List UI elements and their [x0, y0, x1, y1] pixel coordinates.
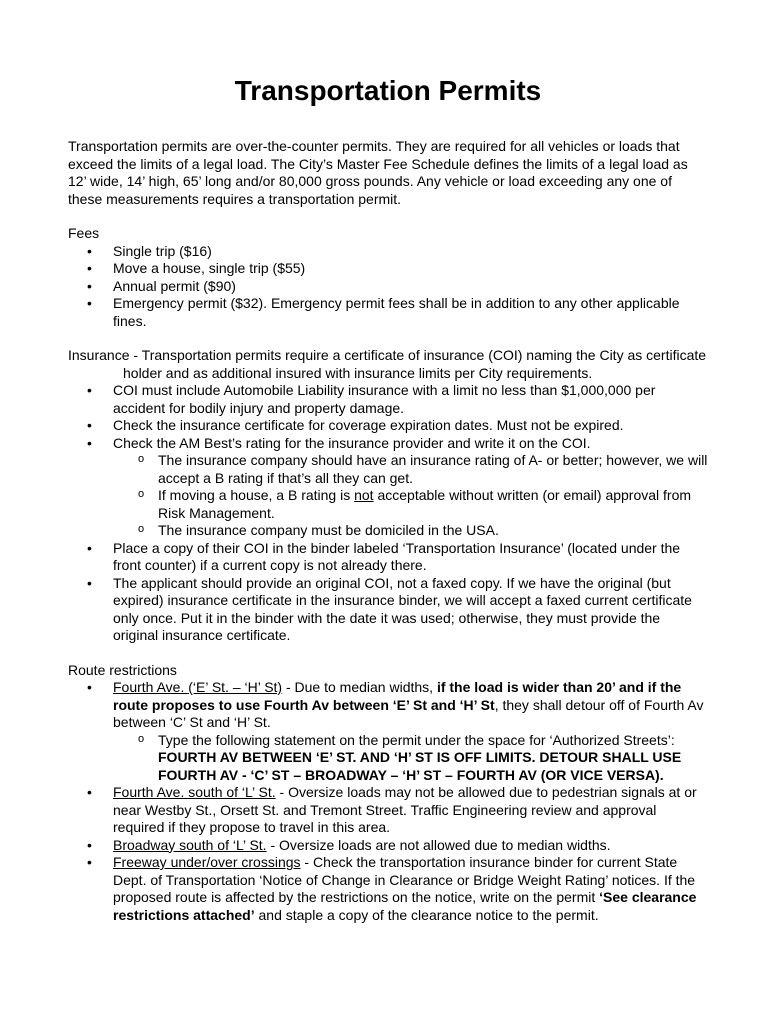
fee-item: • Annual permit ($90): [68, 278, 708, 296]
page-title: Transportation Permits: [234, 75, 542, 106]
detour-statement: FOURTH AV BETWEEN ‘E’ ST. AND ‘H’ ST IS OFF LIMITS. DETOUR SHALL USE FOURTH AV - ‘C’ ST – BROADWAY – ‘H’ ST – FOURTH AV (OR VICE VERSA).: [158, 749, 682, 783]
route-text: - Oversize loads may not be allowed due to pedestrian signals at or near Westby St., Orsett St. and Tremont Street. Traffic Engineering review and approval required if they propose to travel in this area.: [113, 784, 697, 835]
route-subitem-text: Type the following statement on the permit under the space for ‘Authorized Streets’:: [158, 731, 675, 748]
route-subitem: [113, 732, 708, 785]
route-name: Fourth Ave. (‘E’ St. – ‘H’ St): [113, 679, 283, 695]
route-text: - Check the transportation insurance binder for current State Dept. of Transportation ‘Notice of Change in Clearance or Bridge Weight Rating’ notices. If the proposed route is affected by the restrictions on the notice, write on the permit: [113, 854, 696, 905]
rating-subitem-text: If moving a house, a B rating is: [158, 487, 355, 503]
fees-heading: Fees: [68, 225, 100, 241]
route-bold-text: ‘See clearance restrictions attached’: [113, 889, 697, 923]
insurance-item: • COI must include Automobile Liability insurance with a limit no less than $1,000,000 per accident for bodily injury and property damage.: [68, 382, 708, 417]
insurance-list: [68, 382, 708, 645]
route-name: Broadway south of ‘L’ St.: [113, 836, 267, 853]
route-name: Fourth Ave. south of ‘L’ St.: [113, 784, 276, 800]
route-item-broadway: [68, 837, 708, 855]
fee-item: • Emergency permit ($32). Emergency permit fees shall be in addition to any other applicable fines.: [68, 295, 708, 330]
rating-subitem-text: acceptable without written (or email) approval from Risk Management.: [158, 487, 692, 521]
rating-subitem: o The insurance company should have an insurance rating of A- or better; however, we will accept a B rating if that’s all they can get.: [113, 452, 708, 487]
rating-subitem: [113, 487, 708, 522]
insurance-heading: Insurance - Transportation permits require a certificate of insurance (COI) naming the City as certificate holder and as additional insured with insurance limits per City requirements.: [68, 347, 707, 381]
not-underlined: not: [354, 487, 374, 503]
route-heading: Route restrictions: [68, 661, 177, 678]
route-item-freeway: [68, 854, 708, 924]
route-name: Freeway under/over crossings: [113, 854, 301, 870]
rating-subitem: o The insurance company must be domiciled in the USA.: [113, 522, 708, 540]
fees-list: [68, 243, 708, 331]
route-item-l-st: [68, 784, 708, 837]
insurance-item-text: Check the AM Best’s rating for the insurance provider and write it on the COI.: [113, 434, 591, 451]
route-text: and staple a copy of the clearance notice to the permit.: [254, 906, 599, 923]
route-item-fourth-ave: [68, 679, 708, 784]
route-text: - Oversize loads are not allowed due to median widths.: [266, 836, 611, 853]
route-list: [68, 679, 708, 924]
intro-paragraph: Transportation permits are over-the-counter permits. They are required for all vehicles or loads that exceed the limits of a legal load. The City’s Master Fee Schedule defines the limits of a legal load as 12’ wide, 14’ high, 65’ long and/or 80,000 gross pounds. Any vehicle or load exceeding any one of these measurements requires a transportation permit.: [68, 138, 688, 207]
rating-sublist: [113, 452, 708, 540]
document-page: [68, 75, 708, 924]
insurance-item: • The applicant should provide an original COI, not a faxed copy. If we have the original (but expired) insurance certificate in the insurance binder, we will accept a faxed current certificate only once. Put it in the binder with the date it was used; otherwise, they must provide the original insurance certificate.: [68, 575, 708, 645]
route-text: , they shall detour off of Fourth Av between ‘C’ St and ‘H’ St.: [113, 696, 704, 730]
fee-item: • Single trip ($16): [68, 243, 708, 261]
route-bold-text: if the load is wider than 20’ and if the route proposes to use Fourth Av between ‘E’ St and ‘H’ St: [113, 679, 682, 713]
insurance-item: • Check the insurance certificate for coverage expiration dates. Must not be expired.: [68, 417, 708, 435]
insurance-item: • Place a copy of their COI in the binder labeled ‘Transportation Insurance’ (located under the front counter) if a current copy is not already there.: [68, 540, 708, 575]
route-sublist: [113, 732, 708, 785]
fee-item: • Move a house, single trip ($55): [68, 260, 708, 278]
route-text: - Due to median widths,: [282, 679, 437, 695]
insurance-item: [68, 435, 708, 540]
